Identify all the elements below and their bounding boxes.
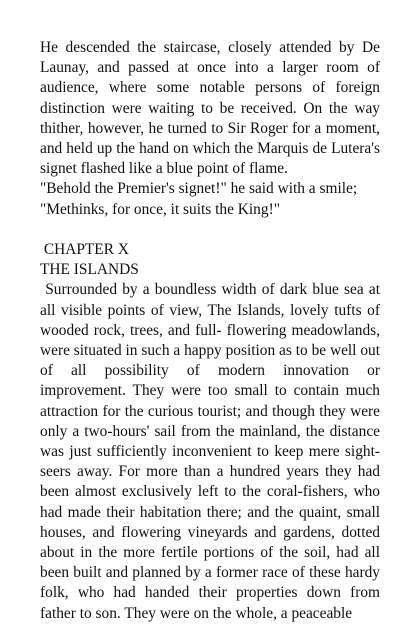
paragraph-descended: He descended the staircase, closely attended by De Launay, and passed at once into a larger room of audience, where some notable persons of foreign distinction were waiting to be received. On the way thither, however, he turned to Sir Roger for a moment, and held up the hand on which the Marquis de Lutera's signet flashed like a blue point of flame.: [40, 39, 380, 178]
chapter-title: THE ISLANDS: [40, 261, 139, 279]
paragraph-premier-signet: "Behold the Premier's signet!" he said with a smile; "Methinks, for once, it suits the King!": [40, 180, 358, 218]
paragraph-islands: Surrounded by a boundless width of dark blue sea at all visible points of view, The Islands, lovely tufts of wooded rock, trees, and full- flowering meadowlands, were situated in such a happy position as to be well out of all possibility of modern innovation or improvement. They were too small to contain much attraction for the curious tourist; and though they were only a two-hours' sail from the mainland, the distance was just sufficiently inconvenient to keep mere sight-seers away. For more than a hundred years they had been almost exclusively left to the coral-fishers, who had made their habitation there; and the quaint, small houses, and flowering vineyards and gardens, dotted about in the more fertile portions of the soil, had all been built and planned by a former race of these hardy folk, who had handed their properties down from father to son. They were on the whole, a peaceable: [40, 281, 384, 622]
page-text: [40, 38, 384, 624]
paragraph-gap: [40, 220, 380, 240]
chapter-number: CHAPTER X: [40, 241, 129, 259]
